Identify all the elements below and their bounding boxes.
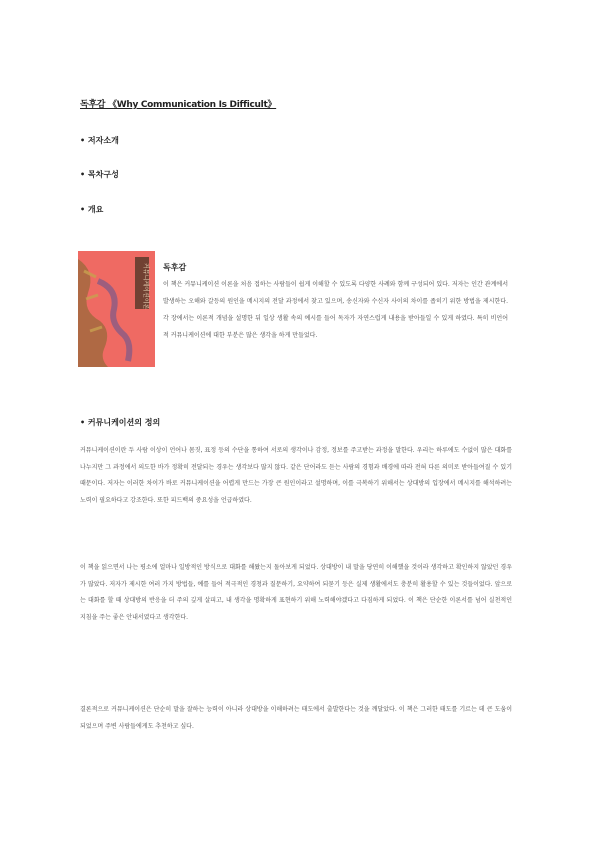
document-title: 독후감 《Why Communication Is Difficult》 bbox=[80, 100, 277, 110]
bullet-author: • 저자소개 bbox=[80, 136, 119, 145]
bullet-contents: • 목차구성 bbox=[80, 170, 119, 179]
section-title: • 커뮤니케이션의 정의 bbox=[80, 418, 161, 427]
book-cover-image bbox=[78, 251, 155, 367]
review-title: 독후감 bbox=[163, 263, 187, 272]
body-paragraph-3: 결론적으로 커뮤니케이션은 단순히 말을 잘하는 능력이 아니라 상대방을 이해하려는 태도에서 출발한다는 것을 깨달았다. 이 책은 그러한 태도를 기르는 데 큰 도움이 되었으며 주변 사람들에게도 추천하고 싶다. bbox=[80, 706, 512, 730]
review-paragraph: 이 책은 커뮤니케이션 이론을 처음 접하는 사람들이 쉽게 이해할 수 있도록 다양한 사례와 함께 구성되어 있다. 저자는 인간 관계에서 발생하는 오해와 갈등의 원인을 메시지의 전달 과정에서 찾고 있으며, 송신자와 수신자 사이의 차이를 좁히기 위한 방법을 제시한다. 각 장에서는 이론적 개념을 설명한 뒤 일상 생활 속의 예시를 들어 독자가 자연스럽게 내용을 받아들일 수 있게 하였다. 특히 비언어적 커뮤니케이션에 대한 부분은 많은 생각을 하게 만들었다. bbox=[163, 281, 508, 339]
book-cover-title: 커뮤니케이션이론 bbox=[142, 263, 149, 310]
bullet-overview: • 개요 bbox=[80, 205, 104, 214]
body-paragraph-1: 커뮤니케이션이란 두 사람 이상이 언어나 몸짓, 표정 등의 수단을 통하여 서로의 생각이나 감정, 정보를 주고받는 과정을 말한다. 우리는 하루에도 수없이 많은 대화를 나누지만 그 과정에서 의도한 바가 정확히 전달되는 경우는 생각보다 많지 않다. 같은 단어라도 듣는 사람의 경험과 배경에 따라 전혀 다른 의미로 받아들여질 수 있기 때문이다. 저자는 이러한 차이가 바로 커뮤니케이션을 어렵게 만드는 가장 큰 원인이라고 설명하며, 이를 극복하기 위해서는 상대방의 입장에서 메시지를 해석하려는 노력이 필요하다고 강조한다. 또한 피드백의 중요성을 언급하였다. bbox=[80, 447, 512, 504]
body-paragraph-2: 이 책을 읽으면서 나는 평소에 얼마나 일방적인 방식으로 대화를 해왔는지 돌아보게 되었다. 상대방이 내 말을 당연히 이해했을 것이라 생각하고 확인하지 않았던 경우가 많았다. 저자가 제시한 여러 가지 방법들, 예를 들어 적극적인 경청과 질문하기, 요약하여 되묻기 등은 실제 생활에서도 충분히 활용할 수 있는 것들이었다. 앞으로는 대화를 할 때 상대방의 반응을 더 주의 깊게 살피고, 내 생각을 명확하게 표현하기 위해 노력해야겠다고 다짐하게 되었다. 이 책은 단순한 이론서를 넘어 실천적인 지침을 주는 좋은 안내서였다고 생각한다. bbox=[80, 564, 512, 621]
